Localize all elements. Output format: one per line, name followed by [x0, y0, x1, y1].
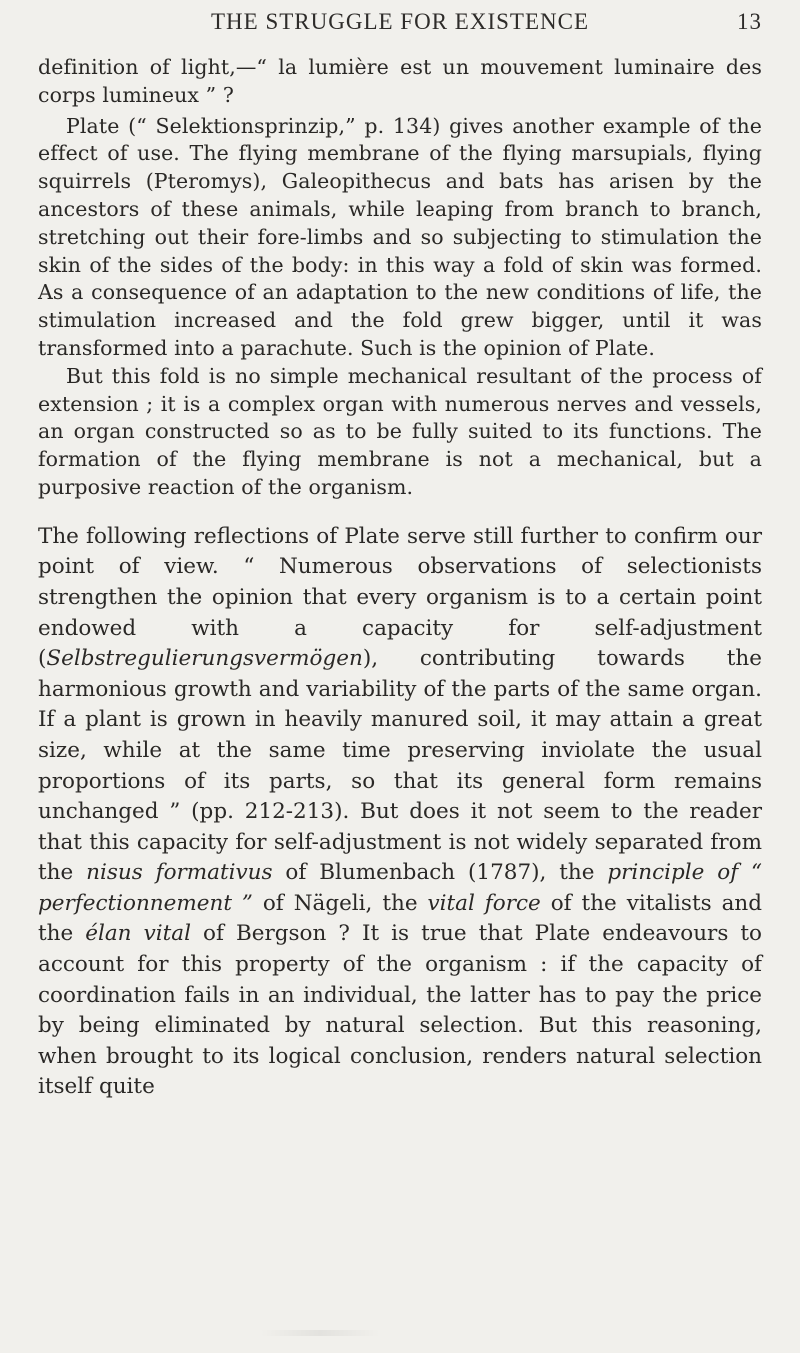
- running-head-title: THE STRUGGLE FOR EXISTENCE: [210, 9, 590, 34]
- running-head: [38, 0, 762, 44]
- paragraph-fold-organ: But this fold is no simple mechanical resultant of the process of extension ; it is a complex organ with numerous nerves and vessels, an organ constructed so as to be fully suited to its functions. The formation of the flying membrane is not a mechanical, but a purposive reaction of the organism.: [38, 363, 762, 499]
- italic-term-vital-force: vital force: [427, 890, 541, 916]
- text-run: of the vitalists and the: [38, 890, 762, 947]
- italic-term-nisus-formativus: nisus formativus: [86, 860, 273, 886]
- text-run: of Bergson ? It is true that Plate endeavours to account for this property of the organism : if the capacity of coordination fails in an individual, the latter has to pay the price by being eliminated by natural selection. But this reasoning, when brought to its logical conclusion, renders natural selection itself quite: [38, 921, 762, 1100]
- paragraph-light-definition: definition of light,—“ la lumière est un mouvement luminaire des corps lumineux ” ?: [38, 55, 762, 107]
- text-run: of Blumenbach (1787), the: [272, 860, 608, 886]
- paragraph-flying-membrane: Plate (“ Selektionsprinzip,” p. 134) gives another example of the effect of use. The flying membrane of the flying marsupials, flying squirrels (Pteromys), Galeopithecus and bats has arisen by the ancestors of these animals, while leaping from branch to branch, stretching out their fore-limbs and so subjecting to stimulation the skin of the sides of the body: in this way a fold of skin was formed. As a consequence of an adaptation to the new conditions of life, the stimulation increased and the fold grew bigger, until it was transformed into a parachute. Such is the opinion of Plate.: [38, 113, 762, 360]
- paragraph-plate-reflections: [38, 522, 762, 1103]
- book-page: [38, 0, 762, 1103]
- italic-term-perfectionnement: principle of “ perfectionnement ”: [38, 860, 763, 916]
- text-run: of Nägeli, the: [252, 890, 428, 916]
- page-number: 13: [737, 9, 762, 34]
- italic-term-elan-vital: élan vital: [85, 921, 191, 947]
- text-run: ), contributing towards the harmonious growth and variability of the parts of the same organ. If a plant is grown in heavily manured soil, it may attain a great size, while at the same time preserving inviolate the usual proportions of its parts, so that its general form remains unchanged ” (pp. 212-213). But does it not seem to the reader that this capacity for self-adjustment is not widely separated from the: [38, 646, 762, 886]
- italic-term-selbstregulierungsvermoegen: Selbstregulierungsvermögen: [46, 646, 363, 672]
- paper-smudge: [260, 1330, 380, 1336]
- small-print-section: [38, 54, 762, 502]
- text-run: The following reflections of Plate serve still further to confirm our point of view. “ Numerous observations of selectionists strengthen the opinion that every organism is to a certain point endowed with a capacity for self-adjustment (: [38, 523, 762, 672]
- main-text-section: [38, 522, 762, 1103]
